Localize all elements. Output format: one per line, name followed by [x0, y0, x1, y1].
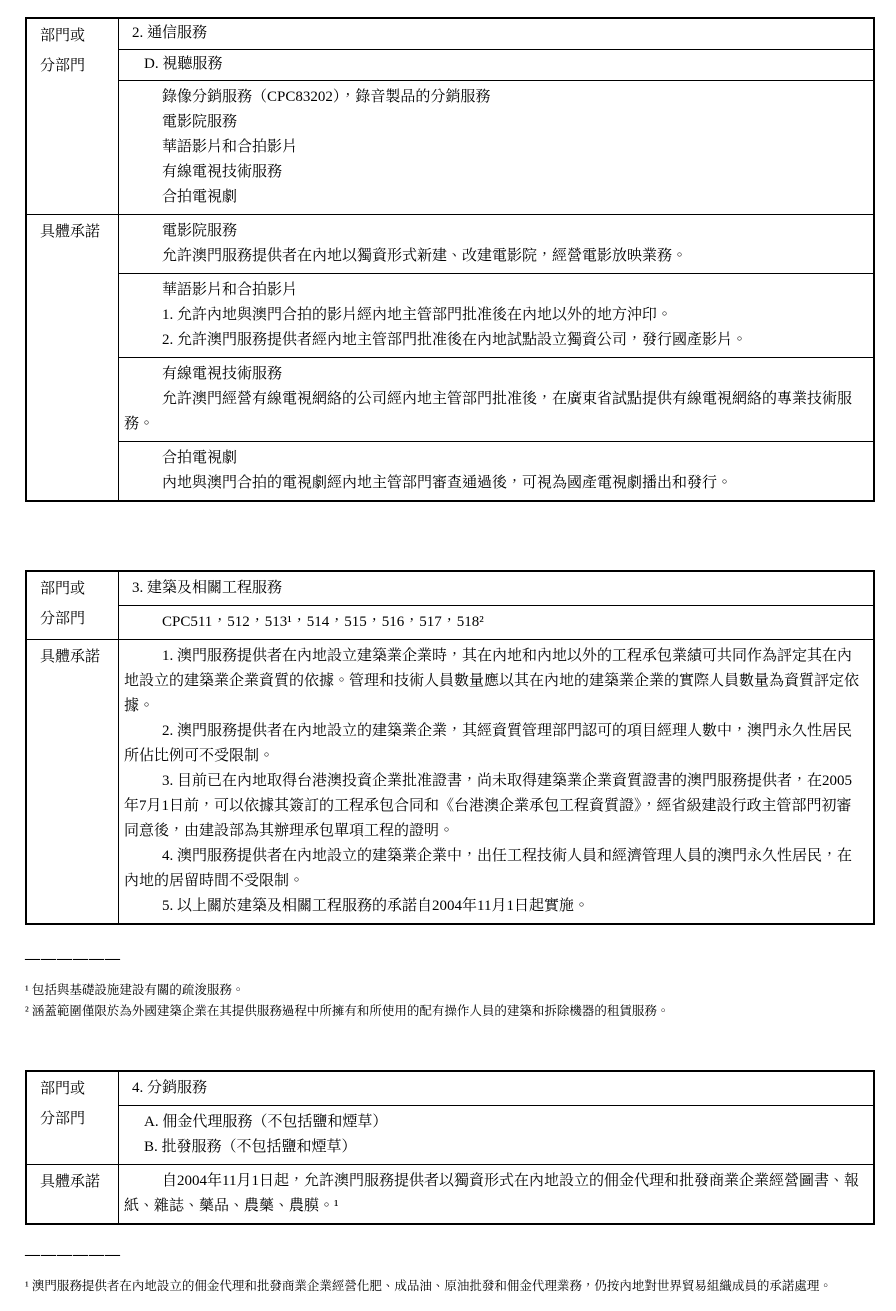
commitment-paragraph: 華語影片和合拍影片	[162, 282, 298, 298]
commitment-paragraph: 允許澳門經營有線電視網絡的公司經內地主管部門批准後，在廣東省試點提供有線電視網絡的專業技術服務。	[124, 391, 853, 432]
commitments-label: 具體承諾	[40, 1174, 101, 1190]
service-list-item: 電影院服務	[162, 114, 238, 130]
subsector-list-item: A. 佣金代理服務（不包括鹽和煙草）	[144, 1114, 388, 1130]
commitment-paragraph: 1. 澳門服務提供者在內地設立建築業企業時，其在內地和內地以外的工程承包業績可共同作為評定其在內地設立的建築業企業資質的依據。管理和技術人員數量應以其在內地的建築業企業的實際人員數量為資質評定依據。	[124, 648, 860, 714]
commitment-row	[119, 215, 873, 273]
subsector-list	[119, 1105, 873, 1164]
sector-band	[27, 572, 873, 639]
footnote: ¹ 包括與基礎設施建設有關的疏浚服務。	[25, 983, 245, 997]
sector-label-cell	[27, 1072, 119, 1164]
subsector-label: 分部門	[40, 58, 86, 74]
footnote-section	[25, 951, 875, 1022]
commitment-paragraph: 2. 允許澳門服務提供者經內地主管部門批准後在內地試點設立獨資公司，發行國產影片。	[162, 332, 748, 348]
commitment-row	[119, 640, 873, 923]
commitment-paragraph: 1. 允許內地與澳門合拍的影片經內地主管部門批准後在內地以外的地方沖印。	[162, 307, 673, 323]
service-list-item: 華語影片和合拍影片	[162, 139, 298, 155]
sector-label-cell	[27, 572, 119, 639]
sector-band	[27, 1072, 873, 1164]
commitment-paragraph: 合拍電視劇	[162, 450, 238, 466]
commitment-paragraph: 3. 目前已在內地取得台港澳投資企業批准證書，尚未取得建築業企業資質證書的澳門服務提供者，在2005年7月1日前，可以依據其簽訂的工程承包合同和《台港澳企業承包工程資質證》，經省級建設行政主管部門初審同意後，由建設部為其辦理承包單項工程的證明。	[124, 773, 853, 839]
commitments-band	[27, 1164, 873, 1223]
commitment-row	[119, 1165, 873, 1223]
footnote-rule: ——————	[25, 1247, 121, 1263]
footnote-rule: ——————	[25, 951, 121, 967]
sector-label: 部門或	[40, 28, 86, 44]
commitment-paragraph: 5. 以上關於建築及相關工程服務的承諾自2004年11月1日起實施。	[162, 898, 589, 914]
sector-row: 4. 分銷服務	[132, 1080, 208, 1096]
subsector-list-item: B. 批發服務（不包括鹽和煙草）	[144, 1139, 357, 1155]
commitment-row	[119, 273, 873, 357]
commitment-paragraph: 電影院服務	[162, 223, 238, 239]
service-list-item: 合拍電視劇	[162, 189, 238, 205]
footnote-list	[25, 1276, 875, 1297]
commitment-rows	[119, 1165, 873, 1223]
sector-label: 部門或	[40, 1081, 86, 1097]
subsector-label: 分部門	[40, 611, 86, 627]
service-list	[119, 80, 873, 214]
commitments-label-cell	[27, 640, 119, 923]
sector-row: 3. 建築及相關工程服務	[132, 580, 283, 596]
commitments-label: 具體承諾	[40, 224, 101, 240]
commitment-paragraph: 2. 澳門服務提供者在內地設立的建築業企業，其經資質管理部門認可的項目經理人數中，澳門永久性居民所佔比例可不受限制。	[124, 723, 853, 764]
commitments-band	[27, 214, 873, 500]
footnote-section	[25, 1247, 875, 1297]
table-construction-services	[25, 570, 875, 925]
subsector-label: 分部門	[40, 1111, 86, 1127]
sector-row: D. 視聽服務	[119, 49, 873, 80]
sector-label-cell	[27, 19, 119, 214]
sector-rows	[119, 1072, 873, 1164]
commitments-label: 具體承諾	[40, 649, 101, 665]
footnote: ² 涵蓋範圍僅限於為外國建築企業在其提供服務過程中所擁有和所使用的配有操作人員的建築和拆除機器的租賃服務。	[25, 1004, 670, 1018]
commitments-label-cell	[27, 1165, 119, 1223]
commitment-paragraph: 內地與澳門合拍的電視劇經內地主管部門審查通過後，可視為國產電視劇播出和發行。	[162, 475, 733, 491]
commitment-row	[119, 441, 873, 500]
commitment-paragraph: 有線電視技術服務	[162, 366, 283, 382]
commitments-label-cell	[27, 215, 119, 500]
commitment-paragraph: 允許澳門服務提供者在內地以獨資形式新建、改建電影院，經營電影放映業務。	[162, 248, 688, 264]
service-list-item: 錄像分銷服務（CPC83202），錄音製品的分銷服務	[162, 89, 491, 105]
table-distribution-services	[25, 1070, 875, 1225]
commitment-row	[119, 357, 873, 441]
footnote-list	[25, 980, 875, 1022]
commitments-band	[27, 639, 873, 923]
commitment-paragraph: 4. 澳門服務提供者在內地設立的建築業企業中，出任工程技術人員和經濟管理人員的澳門永久性居民，在內地的居留時間不受限制。	[124, 848, 853, 889]
cpc-codes-row: CPC511，512，513¹，514，515，516，517，518²	[119, 605, 873, 639]
sector-rows	[119, 19, 873, 214]
sector-row: 2. 通信服務	[132, 25, 208, 41]
sector-rows	[119, 572, 873, 639]
table-communication-services	[25, 17, 875, 502]
service-list-item: 有線電視技術服務	[162, 164, 283, 180]
sector-band	[27, 19, 873, 214]
commitment-rows	[119, 640, 873, 923]
footnote: ¹ 澳門服務提供者在內地設立的佣金代理和批發商業企業經營化肥、成品油、原油批發和佣金代理業務，仍按內地對世界貿易組織成員的承諾處理。	[25, 1279, 832, 1293]
commitment-rows	[119, 215, 873, 500]
commitment-paragraph: 自2004年11月1日起，允許澳門服務提供者以獨資形式在內地設立的佣金代理和批發商業企業經營圖書、報紙、雜誌、藥品、農藥、農膜。¹	[124, 1173, 859, 1214]
sector-label: 部門或	[40, 581, 86, 597]
